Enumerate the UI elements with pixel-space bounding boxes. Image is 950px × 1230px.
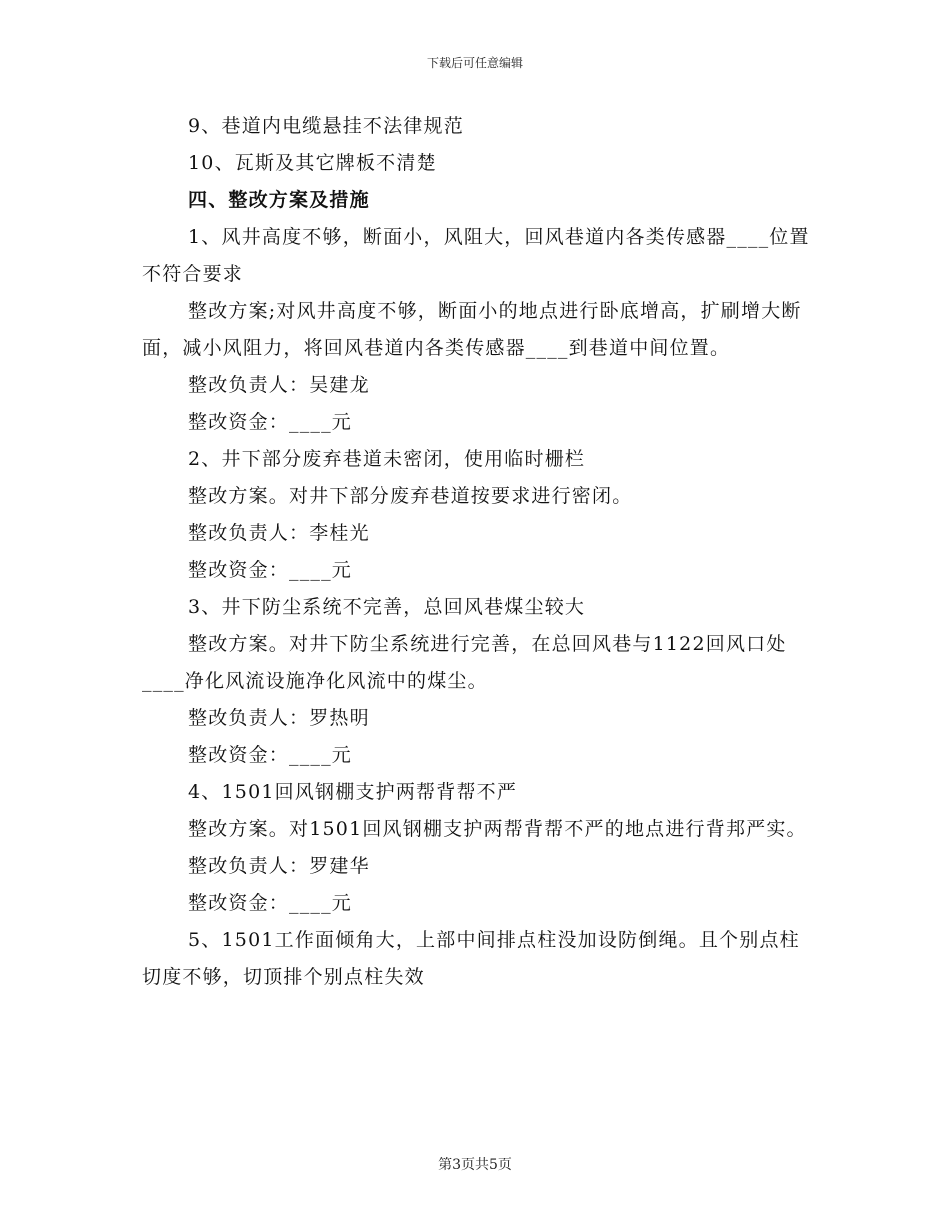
paragraph: 5、1501工作面倾角大，上部中间排点柱没加设防倒绳。且个别点柱切度不够，切顶排个别点柱失效 [142,929,800,988]
paragraph: 整改负责人：吴建龙 [188,374,370,396]
paragraph: 4、1501回风钢棚支护两帮背帮不严 [188,781,518,803]
page-header: 下载后可任意编辑 [426,56,523,70]
paragraph: 整改方案。对1501回风钢棚支护两帮背帮不严的地点进行背邦严实。 [188,818,807,840]
paragraph: 整改负责人：罗热明 [188,707,370,729]
paragraph: 整改方案。对井下防尘系统进行完善，在总回风巷与1122回风口处____净化风流设施净化风流中的煤尘。 [142,633,787,692]
paragraph: 10、瓦斯及其它牌板不清楚 [188,152,437,174]
paragraph: 整改资金：____元 [188,559,353,581]
paragraph: 整改方案。对井下部分废弃巷道按要求进行密闭。 [188,485,633,507]
paragraph: 四、整改方案及措施 [188,189,370,211]
paragraph: 整改资金：____元 [188,744,353,766]
paragraph: 整改负责人：李桂光 [188,522,370,544]
paragraph: 整改负责人：罗建华 [188,855,370,877]
paragraph: 3、井下防尘系统不完善，总回风巷煤尘较大 [188,596,586,618]
paragraph: 整改资金：____元 [188,411,353,433]
paragraph: 9、巷道内电缆悬挂不法律规范 [188,115,464,137]
paragraph: 整改方案;对风井高度不够，断面小的地点进行卧底增高，扩刷增大断面，减小风阻力，将回风巷道内各类传感器____到巷道中间位置。 [142,300,802,359]
paragraph: 整改资金：____元 [188,892,353,914]
paragraph: 1、风井高度不够，断面小，风阻大，回风巷道内各类传感器____位置不符合要求 [142,226,810,285]
page-footer: 第3页共5页 [438,1157,512,1173]
paragraph: 2、井下部分废弃巷道未密闭，使用临时栅栏 [188,448,586,470]
document-body [142,108,812,996]
